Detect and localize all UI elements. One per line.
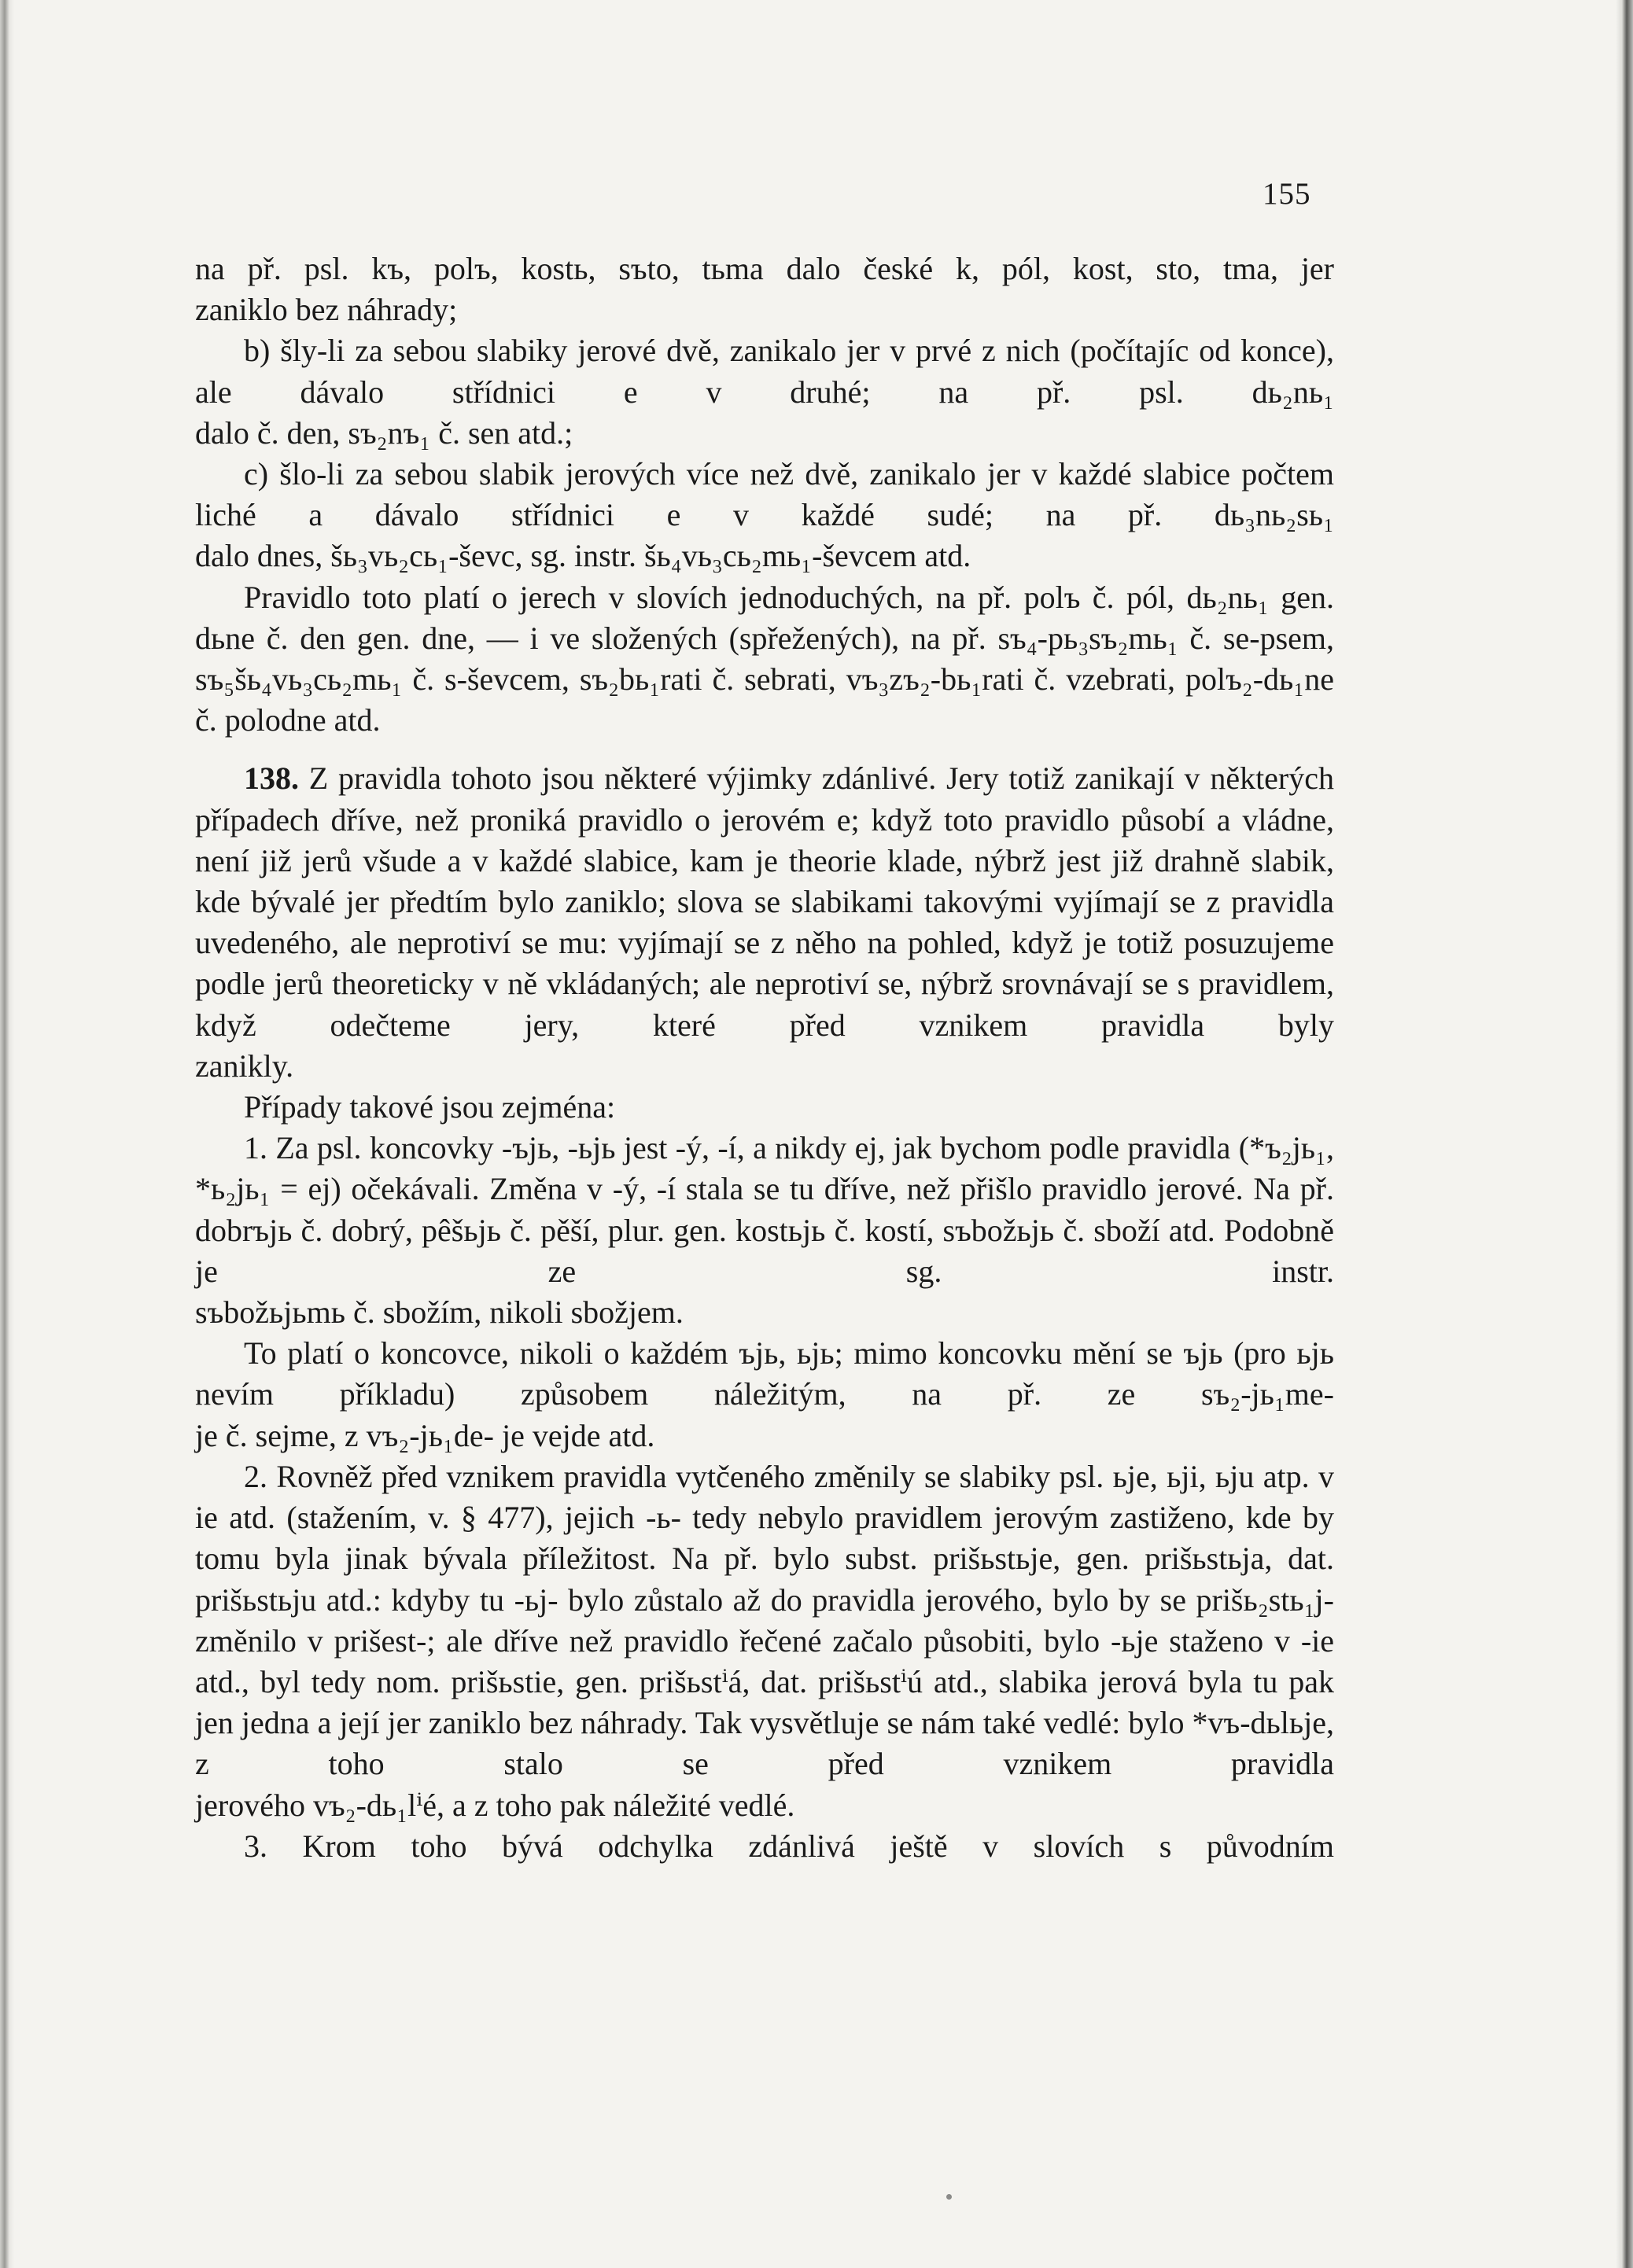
section-number: 138. <box>244 760 309 797</box>
paragraph-text: dalo dnes, šь₃vь₂cь₁-ševc, sg. instr. šь₄vь₃cь₂mь₁-ševcem atd. <box>195 538 971 574</box>
paragraph-text: b) šly-li za sebou slabiky jerové dvě, zanikalo jer v prvé z nich (počítajíc od konce), ale dávalo střídnici e v druhé; na př. psl. dь₂nь₁ <box>195 333 1334 410</box>
paragraph-text: sъbožьjьmь č. sbožím, nikoli sbožjem. <box>195 1294 684 1331</box>
paragraph-text: 1. Za psl. koncovky -ъjь, -ьjь jest -ý, -í, a nikdy ej, jak bychom podle pravidla (*ъ₂jь₁, *ь₂jь₁ = ej) očekávali. Změna v -ý, -í stala se tu dříve, než přišlo pravidlo jerové. Na př. dobrъjь č. dobrý, pêšьjь č. pěší, plur. gen. kostьjь č. kostí, sъbožьjь č. sboží atd. Podobně je ze sg. instr. <box>195 1130 1334 1289</box>
paragraph-text: zaniklo bez náhrady; <box>195 292 458 328</box>
paragraph-text: Případy takové jsou zejména: <box>244 1089 616 1125</box>
paragraph-line <box>195 536 1334 576</box>
paragraph-text: 2. Rovněž před vznikem pravidla vytčeného změnily se slabiky psl. ьje, ьji, ьju atp. v ie atd. (stažením, v. § 477), jejich -ь- tedy nebylo pravidlem jerovým zastiženo, kde by tomu byla jinak bývala příležitost. Na př. bylo subst. prišьstьje, gen. prišьstьja, dat. prišьstьju atd.: kdyby tu -ьj- bylo zůstalo až do pravidla jerového, bylo by se prišь₂stь₁j- změnilo v prišest-; ale dříve než pravidlo řečené začalo působiti, bylo -ьje staženo v -ie atd., byl tedy nom. prišьstie, gen. prišьstⁱá, dat. prišьstⁱú atd., slabika jerová byla tu pak jen jedna a její jer zaniklo bez náhrady. Tak vysvětluje se nám také vedlé: bylo *vъ-dьlьje, z toho stalo se před vznikem pravidla <box>195 1458 1334 1782</box>
paragraph-text: Pravidlo toto platí o jerech v slovích jednoduchých, na př. polъ č. pól, dь₂nь₁ gen. dьne č. den gen. dne, — i ve složených (spřežených), na př. sъ₄-pь₃sъ₂mь₁ č. se-psem, sъ₅šь₄vь₃cь₂mь₁ č. s-ševcem, sъ₂bь₁rati č. sebrati, vъ₃zъ₂-bь₁rati č. vzebrati, polъ₂-dь₁ne č. polodne atd. <box>195 579 1334 738</box>
paragraph-text: jerového vъ₂-dь₁lⁱé, a z toho pak náležité vedlé. <box>195 1787 795 1823</box>
paragraph-line <box>195 1333 1334 1415</box>
paragraph-line <box>195 1785 1334 1826</box>
paragraph-line <box>195 330 1334 412</box>
paragraph-text: To platí o koncovce, nikoli o každém ъjь, ьjь; mimo koncovku mění se ъjь (pro ьjь nevím příkladu) způsobem náležitým, na př. ze sъ₂-jь₁me- <box>195 1335 1334 1412</box>
body-text <box>195 249 1334 1867</box>
paragraph-line <box>195 1292 1334 1333</box>
paragraph-line <box>195 1456 1334 1785</box>
paragraph-line <box>195 1826 1334 1867</box>
paragraph-text: zanikly. <box>195 1047 294 1084</box>
paragraph-line <box>195 1046 1334 1087</box>
paragraph-line <box>195 249 1334 289</box>
scan-speck <box>946 2194 952 2200</box>
paragraph-line <box>195 289 1334 330</box>
scan-edge-left <box>0 0 14 2268</box>
paragraph-text: c) šlo-li za sebou slabik jerových více než dvě, zanikalo jer v každé slabice počtem liché a dávalo střídnici e v každé sudé; na př. dь₃nь₂sь₁ <box>195 456 1334 533</box>
paragraph-text: 3. Krom toho bývá odchylka zdánlivá ještě v slovích s původním <box>244 1828 1334 1864</box>
paragraph-line <box>195 1128 1334 1292</box>
page-number: 155 <box>1263 177 1311 211</box>
paragraph-line <box>195 1416 1334 1456</box>
paragraph-line <box>195 454 1334 536</box>
paragraph-line <box>195 577 1334 742</box>
paragraph-text: Z pravidla tohoto jsou některé výjimky zdánlivé. Jery totiž zanikají v některých případech dříve, než proniká pravidlo o jerovém e; když toto pravidlo působí a vládne, není již jerů všude a v každé slabice, kam je theorie klade, nýbrž jest již drahně slabik, kde bývalé jer předtím bylo zaniklo; slova se slabikami takovými vyjímají se z pravidla uvedeného, ale neprotiví se mu: vyjímají se z něho na pohled, když je totiž posuzujeme podle jerů theoreticky v ně vkládaných; ale neprotiví se, nýbrž srovnávají se s pravidlem, když odečteme jery, které před vznikem pravidla byly <box>195 760 1335 1043</box>
scan-edge-right <box>1616 0 1633 2268</box>
paragraph-line <box>195 1087 1334 1128</box>
paragraph-text: je č. sejme, z vъ₂-jь₁de- je vejde atd. <box>195 1417 655 1453</box>
paragraph-text: na př. psl. kъ, polъ, kostь, sъto, tьma dalo české k, pól, kost, sto, tma, jer <box>195 251 1334 286</box>
paragraph-line <box>195 758 1334 1045</box>
paragraph-text: dalo č. den, sъ₂nъ₁ č. sen atd.; <box>195 414 573 451</box>
paragraph-line <box>195 413 1334 454</box>
